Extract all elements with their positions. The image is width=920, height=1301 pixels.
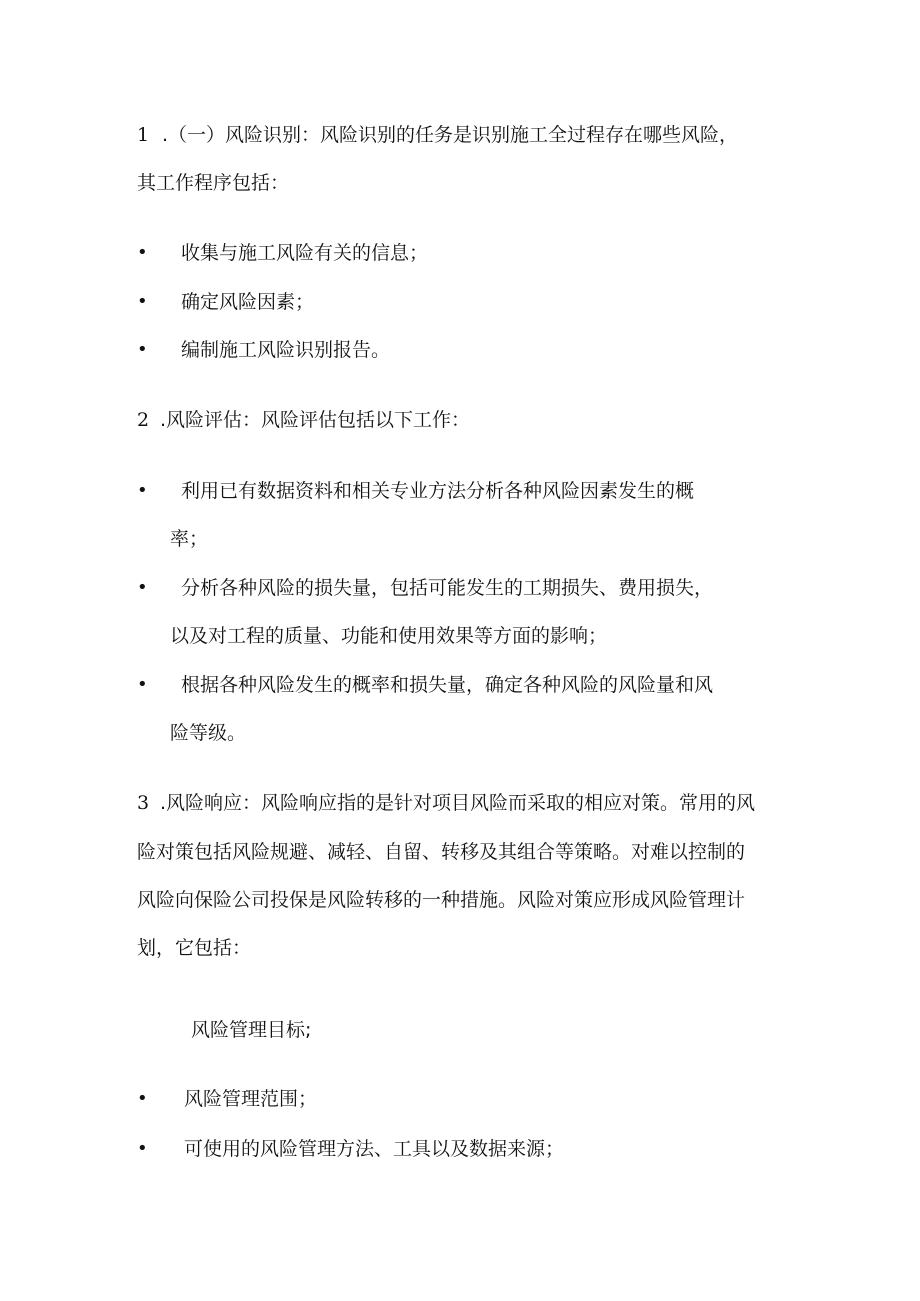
bullet-mark: • — [137, 242, 148, 263]
section-2-number: 2 — [137, 409, 150, 431]
bullet-mark: • — [137, 291, 148, 312]
bullet-mark: • — [137, 480, 148, 501]
section-3-paragraph-line-1: .风险响应：风险响应指的是针对项目风险而采取的相应对策。常用的风 — [160, 792, 756, 814]
section-1-bullet-3: 编制施工风险识别报告。 — [181, 339, 391, 361]
section-2-bullet-1-line-2: 率； — [170, 528, 209, 550]
section-2-bullet-3-line-1: 根据各种风险发生的概率和损失量，确定各种风险的风险量和风 — [181, 674, 714, 696]
bullet-mark: • — [137, 339, 148, 360]
section-1-number: 1 — [137, 124, 150, 146]
bullet-mark: • — [137, 577, 148, 598]
section-3-plain-item: 风险管理目标; — [191, 1019, 312, 1041]
section-2-bullet-2-line-1: 分析各种风险的损失量，包括可能发生的工期损失、费用损失， — [181, 577, 714, 599]
section-2-bullet-3-line-2: 险等级。 — [170, 722, 247, 744]
section-2-heading: .风险评估：风险评估包括以下工作： — [160, 409, 471, 431]
section-1-bullet-1: 收集与施工风险有关的信息； — [181, 242, 429, 264]
section-3-paragraph-line-2: 险对策包括风险规避、减轻、自留、转移及其组合等策略。对难以控制的 — [137, 841, 746, 863]
section-2-bullet-1-line-1: 利用已有数据资料和相关专业方法分析各种风险因素发生的概 — [181, 480, 695, 502]
bullet-mark: • — [137, 1138, 148, 1159]
section-3-number: 3 — [137, 792, 150, 814]
section-1-bullet-2: 确定风险因素； — [181, 291, 315, 313]
section-1-heading-line-1: .（一）风险识别：风险识别的任务是识别施工全过程存在哪些风险， — [162, 124, 739, 146]
section-3-paragraph-line-3: 风险向保险公司投保是风险转移的一种措施。风险对策应形成风险管理计 — [137, 889, 746, 911]
section-3-paragraph-line-4: 划，它包括： — [137, 937, 252, 959]
section-1-heading-line-2: 其工作程序包括： — [137, 172, 290, 194]
section-3-bullet-1: 风险管理范围； — [184, 1088, 318, 1110]
bullet-mark: • — [137, 1088, 148, 1109]
section-3-bullet-2: 可使用的风险管理方法、工具以及数据来源； — [184, 1138, 565, 1160]
bullet-mark: • — [137, 674, 148, 695]
section-2-bullet-2-line-2: 以及对工程的质量、功能和使用效果等方面的影响； — [170, 625, 608, 647]
